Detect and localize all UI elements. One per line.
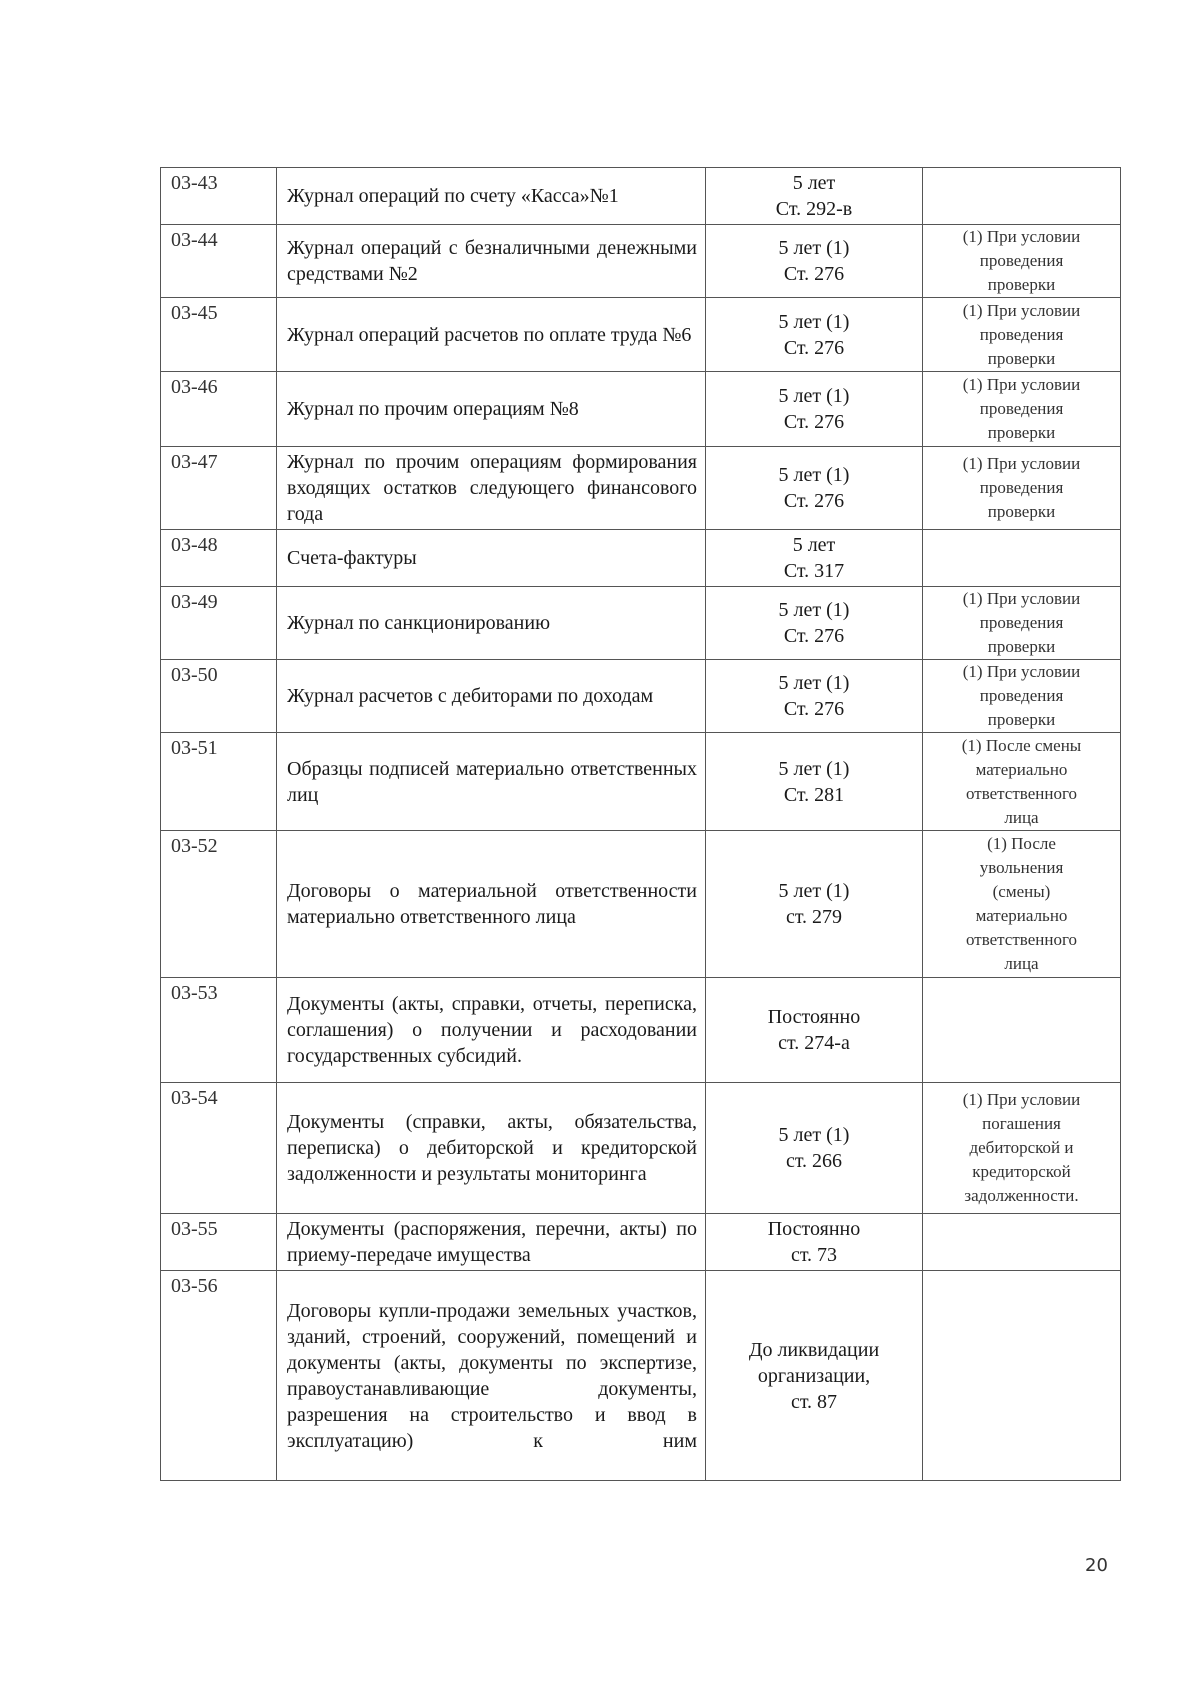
row-retention-period: 5 лет (1) Ст. 276 [706,225,923,298]
row-title: Счета-фактуры [277,530,706,587]
row-note: (1) После смены материально ответственного лица [923,733,1121,831]
row-note: (1) После увольнения (смены) материально ответственного лица [923,831,1121,978]
row-note: (1) При условии проведения проверки [923,225,1121,298]
row-retention-period: 5 лет Ст. 292-в [706,168,923,225]
row-note [923,168,1121,225]
row-code: 03-50 [161,660,277,733]
row-note [923,1271,1121,1481]
table-row [161,530,1121,587]
page-number: 20 [1085,1555,1108,1576]
table-row [161,660,1121,733]
row-code: 03-49 [161,587,277,660]
row-code: 03-47 [161,447,277,530]
row-title: Журнал по прочим операциям №8 [277,372,706,447]
table-row [161,587,1121,660]
row-note [923,978,1121,1083]
row-title: Образцы подписей материально ответственных лиц [277,733,706,831]
row-note: (1) При условии погашения дебиторской и кредиторской задолженности. [923,1083,1121,1214]
table-row [161,1214,1121,1271]
table-row [161,733,1121,831]
table-row [161,831,1121,978]
row-retention-period: 5 лет Ст. 317 [706,530,923,587]
table-row [161,1271,1121,1481]
row-note: (1) При условии проведения проверки [923,660,1121,733]
row-title: Журнал по санкционированию [277,587,706,660]
table-row [161,978,1121,1083]
row-title: Документы (справки, акты, обязательства, переписка) о дебиторской и кредиторской задолженности и результаты мониторинга [277,1083,706,1214]
row-title: Договоры о материальной ответственности материально ответственного лица [277,831,706,978]
row-retention-period: 5 лет (1) Ст. 276 [706,298,923,372]
records-retention-table [160,167,1121,1481]
table-row [161,225,1121,298]
row-title: Журнал расчетов с дебиторами по доходам [277,660,706,733]
table-row [161,298,1121,372]
row-code: 03-43 [161,168,277,225]
row-code: 03-56 [161,1271,277,1481]
row-title: Журнал операций по счету «Касса»№1 [277,168,706,225]
row-note: (1) При условии проведения проверки [923,447,1121,530]
row-title: Документы (распоряжения, перечни, акты) по приему-передаче имущества [277,1214,706,1271]
table-row [161,1083,1121,1214]
row-retention-period: 5 лет (1) ст. 266 [706,1083,923,1214]
table-row [161,168,1121,225]
row-code: 03-54 [161,1083,277,1214]
row-code: 03-52 [161,831,277,978]
row-note: (1) При условии проведения проверки [923,298,1121,372]
row-code: 03-48 [161,530,277,587]
table-row [161,447,1121,530]
row-retention-period: 5 лет (1) Ст. 276 [706,660,923,733]
row-retention-period: 5 лет (1) ст. 279 [706,831,923,978]
row-note [923,1214,1121,1271]
row-retention-period: 5 лет (1) Ст. 281 [706,733,923,831]
row-title: Договоры купли-продажи земельных участков, зданий, строений, сооружений, помещений и документы (акты, документы по экспертизе, правоустанавливающие документы, разрешения на строительство и ввод в эксплуатацию) к ним [277,1271,706,1481]
row-note: (1) При условии проведения проверки [923,372,1121,447]
row-note: (1) При условии проведения проверки [923,587,1121,660]
row-title: Журнал по прочим операциям формирования входящих остатков следующего финансового года [277,447,706,530]
row-title: Журнал операций с безналичными денежными средствами №2 [277,225,706,298]
row-retention-period: 5 лет (1) Ст. 276 [706,587,923,660]
row-retention-period: До ликвидации организации, ст. 87 [706,1271,923,1481]
row-note [923,530,1121,587]
row-title: Журнал операций расчетов по оплате труда №6 [277,298,706,372]
row-title: Документы (акты, справки, отчеты, переписка, соглашения) о получении и расходовании государственных субсидий. [277,978,706,1083]
row-code: 03-55 [161,1214,277,1271]
row-retention-period: Постоянно ст. 274-а [706,978,923,1083]
row-code: 03-44 [161,225,277,298]
row-code: 03-51 [161,733,277,831]
row-code: 03-46 [161,372,277,447]
row-retention-period: 5 лет (1) Ст. 276 [706,372,923,447]
row-code: 03-53 [161,978,277,1083]
row-retention-period: 5 лет (1) Ст. 276 [706,447,923,530]
row-retention-period: Постоянно ст. 73 [706,1214,923,1271]
row-code: 03-45 [161,298,277,372]
table-row [161,372,1121,447]
